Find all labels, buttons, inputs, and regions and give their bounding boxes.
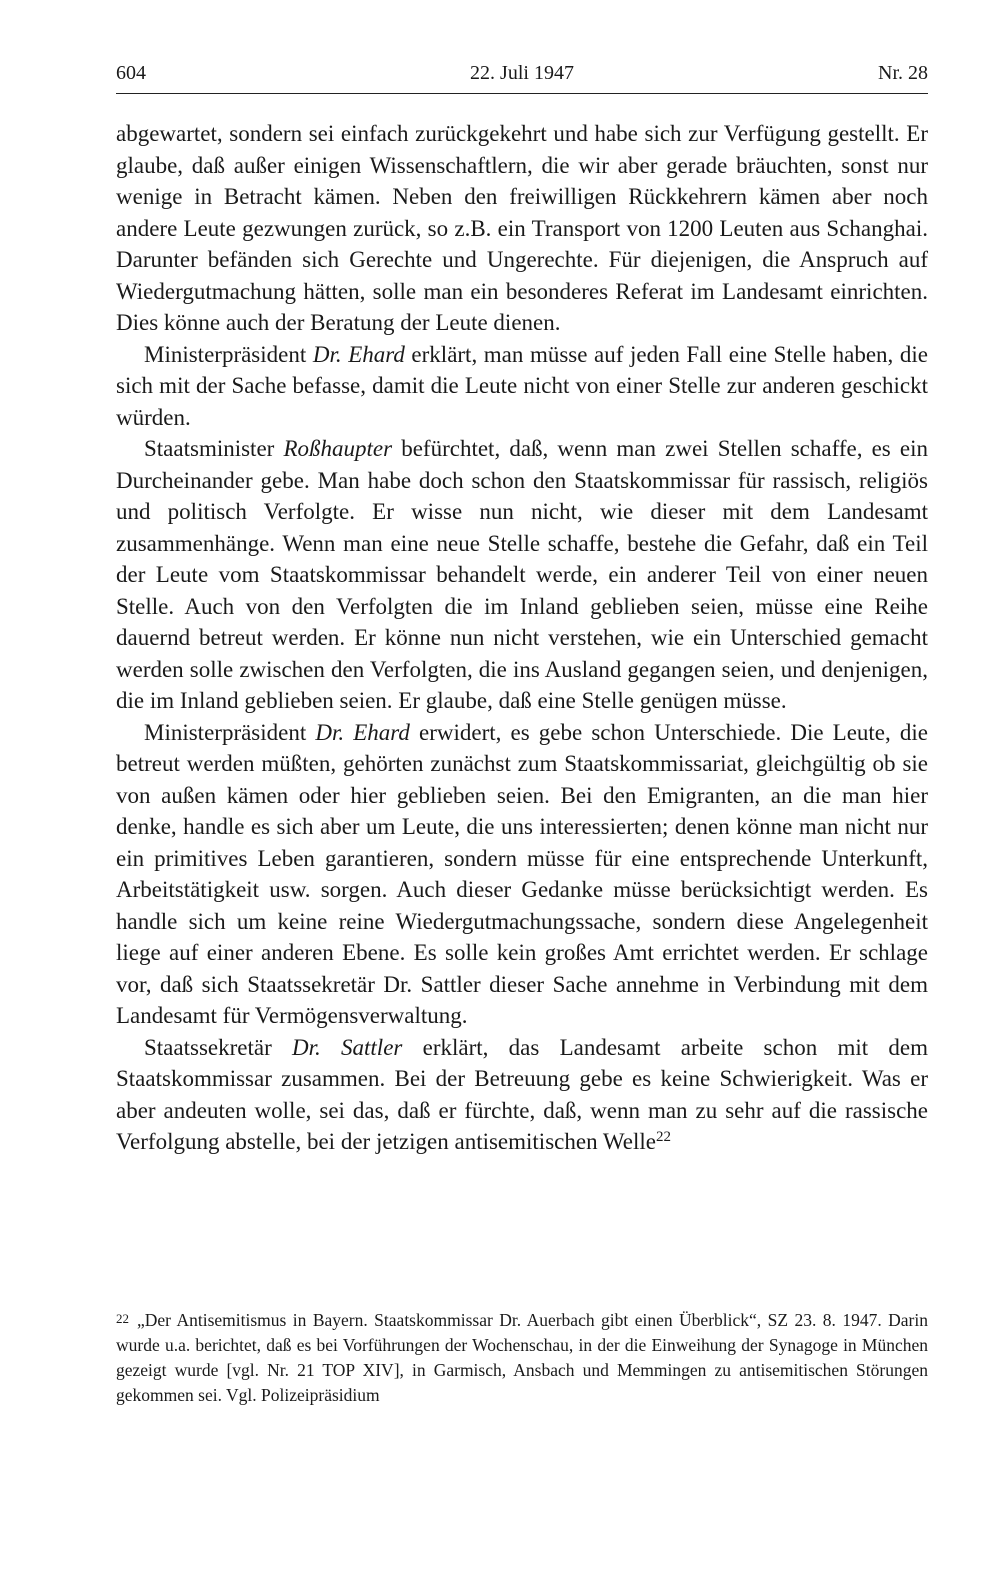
speaker-name: Roßhaupter bbox=[283, 436, 393, 461]
footnotes bbox=[116, 1308, 928, 1408]
paragraph-text: abgewartet, sondern sei einfach zurückgekehrt und habe sich zur Verfügung gestellt. Er glaube, daß außer einigen Wissenschaftlern, die wir aber gerade bräuchten, sonst nur wenige in Betracht kämen. Neben den freiwilligen Rückkehrern kämen aber noch andere Leute gezwungen zurück, so z.B. ein Transport von 1200 Leuten aus Schanghai. Darunter befänden sich Gerechte und Ungerechte. Für diejenigen, die Anspruch auf Wiedergutmachung hätten, solle man ein besonderes Referat im Landesamt einrichten. Dies könne auch der Beratung der Leute dienen. bbox=[116, 121, 928, 335]
speaker-name: Dr. Ehard bbox=[315, 719, 410, 745]
speaker-name: Dr. Sattler bbox=[292, 1034, 403, 1060]
paragraph bbox=[116, 118, 928, 339]
paragraph bbox=[116, 717, 928, 1032]
paragraph bbox=[116, 433, 928, 717]
paragraph-lead: Staatsminister bbox=[144, 436, 284, 461]
header-date: 22. Juli 1947 bbox=[470, 62, 574, 84]
paragraph bbox=[116, 1032, 928, 1158]
paragraph bbox=[116, 339, 928, 434]
header-rule bbox=[116, 93, 928, 94]
paragraph-text: erklärt, das Landesamt arbeite schon mit dem Staatskommissar zusammen. Bei der Betreuung gebe es keine Schwierigkeit. Was er aber andeuten wolle, sei das, daß er fürchte, daß, wenn man zu sehr auf die rassische Verfolgung abstelle, bei der jetzigen antisemitischen Welle bbox=[116, 1034, 929, 1154]
page-number: 604 bbox=[116, 62, 146, 84]
paragraph-text: erwidert, es gebe schon Unterschiede. Die Leute, die betreut werden müßten, gehörten zunächst zum Staatskommissariat, gleichgültig ob sie von außen kämen oder hier geblieben seien. Bei den Emigranten, an die man hier denke, handle es sich aber um Leute, die uns interessierten; denen könne man nicht nur ein primitives Leben garantieren, sondern müsse für eine entsprechende Unterkunft, Arbeitstätigkeit usw. sorgen. Auch dieser Gedanke müsse berücksichtigt werden. Es handle sich um keine reine Wiedergutmachungssache, sondern diese Angelegenheit liege auf einer anderen Ebene. Es solle kein großes Amt errichtet werden. Er schlage vor, daß sich Staatssekretär Dr. Sattler dieser Sache annehme in Verbindung mit dem Landesamt für Vermögensverwaltung. bbox=[116, 719, 928, 1028]
footnote-number: 22 bbox=[116, 1311, 129, 1326]
footnote-text: „Der Antisemitismus in Bayern. Staatskommissar Dr. Auerbach gibt einen Überblick“, SZ 23. 8. 1947. Darin wurde u.a. berichtet, daß es bei Vorführungen der Wochenschau, in der die Einweihung der Synagoge in München gezeigt wurde [vgl. Nr. 21 TOP XIV], in Garmisch, Ansbach und Memmingen zu antisemitischen Störungen gekommen sei. Vgl. Polizeipräsidium bbox=[116, 1310, 928, 1405]
paragraph-lead: Staatssekretär bbox=[144, 1034, 292, 1060]
speaker-name: Dr. Ehard bbox=[312, 341, 405, 367]
header-issue-number: Nr. 28 bbox=[878, 62, 928, 84]
paragraph-lead: Ministerpräsident bbox=[144, 341, 313, 367]
paragraph-text: befürchtet, daß, wenn man zwei Stellen schaffe, es ein Durcheinander gebe. Man habe doch schon den Staatskommissar für rassisch, religiös und politisch Verfolgte. Er wisse nun nicht, wie dieser mit dem Landesamt zusammenhänge. Wenn man eine neue Stelle schaffe, bestehe die Gefahr, daß ein Teil der Leute vom Staatskommissar behandelt werde, ein anderer Teil von einer neuen Stelle. Auch von den Verfolgten die im Inland geblieben seien, müsse eine Reihe dauernd betreut werden. Er könne nun nicht verstehen, wie ein Unterschied gemacht werden solle zwischen den Verfolgten, die ins Ausland gegangen seien, und denjenigen, die im Inland geblieben seien. Er glaube, daß eine Stelle genügen müsse. bbox=[116, 436, 928, 713]
footnote-reference[interactable]: 22 bbox=[655, 1129, 671, 1145]
paragraph-lead: Ministerpräsident bbox=[144, 719, 316, 745]
footnote bbox=[116, 1308, 928, 1408]
running-header bbox=[116, 58, 928, 88]
paragraph-text: erklärt, man müsse auf jeden Fall eine Stelle haben, die sich mit der Sache befasse, damit die Leute nicht von einer Stelle zur anderen geschickt würden. bbox=[116, 341, 928, 430]
body-text bbox=[116, 118, 928, 1158]
